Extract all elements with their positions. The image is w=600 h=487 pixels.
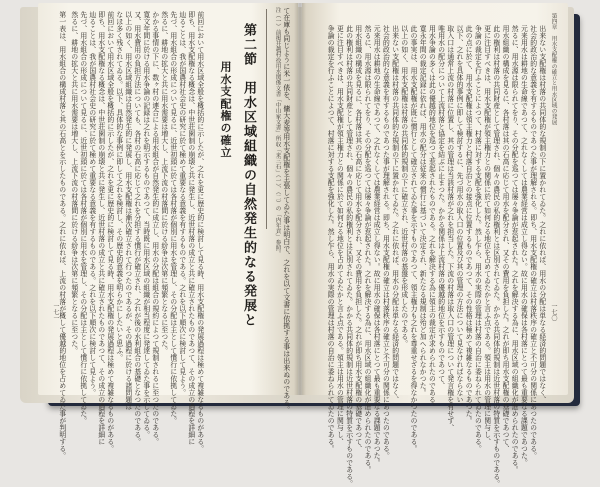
right-body-column: 更に注目すべきは、用水支配権が領主権力との関係に於て如何なる地位を占めてゐたかと言ふ点である。領主は用水の管理に関与し、	[482, 25, 491, 445]
left-body-column: 又、用水費用の負担方法についても、各村の石高に応じて之れを分担する慣行が確立され、之れが後の水利組合の基礎となつたのである。	[132, 11, 141, 445]
section-title: 第二節 用水区域組織の自然発生的なる発展と	[241, 23, 256, 328]
section-subtitle: 用水支配権の確立	[219, 61, 232, 159]
right-body-column: 以下、之れを具体的事例に即して検討するに、先づ用水の取入口の位置及び其の管理の方法について見なければならない。	[454, 25, 463, 410]
left-body-column: 以上の如く、用水区域組織は自然発生的に発展し、用水支配権は漸次確立されて行つたのであるが、その過程に於ける諸問題は	[123, 11, 132, 410]
left-body-column: 前回において用水区域全般を概括的に示したが、之れを更に歴史的に検討して見る時、用水支配権の発展過程は極めて複雑なるものがある。	[105, 11, 114, 452]
left-footnote-column: 注（一）前掲井越村役用水関係文書「中山家文書」所収「米三石」（一）、（二）の「内年貢」参照。	[274, 7, 281, 257]
left-body-column: て在庫も同じように米一俵を、傭大麦等用水支配権を主張してゐた事は明白で、之れを以て文書に依拠する事は出来ぬのである。	[281, 7, 290, 413]
left-page-number: 一七一	[52, 303, 59, 321]
left-body-column: 即ち、用水支配権なる概念は、中世荘園制の崩壊と共に発生し、近世村落の成立と共に確立されたものであつて、その成立の過程を詳細に	[96, 11, 105, 445]
left-body-column: 第一表は、用水組合の構成村落と其の石高とを示したものである。之れに依れば、上流の村落が概して優越的地位を占めてゐた事が判明する。	[57, 11, 66, 459]
left-body-column: 先づ、用水組合の形成について見るに、近世初頭に於ては各村落が個別に用水を管理し、その分配は主として慣行に依拠してゐた。	[78, 11, 87, 424]
right-body-column: 然るに、用水源は限られてをり、その分配を巡つては屡々争論が惹起された。之れを解決する為に、用水区域の組織化が進められたのである。	[362, 25, 371, 473]
right-body-column: 元来用水は耕地の生命線であつて、之れなくしては農業経営は成立し得ない。故に用水の確保は各村落にとつて最も重要なる課題であつた。	[519, 25, 528, 466]
right-body-column: 元来用水は耕地の生命線であつて、之れなくしては農業経営は成立し得ない。故に用水の確保は各村落にとつて最も重要なる課題であつた。	[372, 25, 381, 466]
right-body-column: 出来ない支配権は村落の共同体的な規制の下に置かれてゐた。之れに依れば、用水の分配は単なる経済的問題ではなく、	[537, 25, 546, 403]
right-body-column: 社会的政治的な意義を有するものであつた事が理解される。即ち、用水支配権の確立は村落秩序の確立と不可分の関係にあつたのである。	[528, 25, 537, 459]
right-body-column: 寛永年間の裁定記録に依れば、用水の配分は従来の慣行に基づいて決定され、新たなる規制は殆ど加へられなかつた。	[418, 25, 427, 396]
right-body-column: 此の権利は村落の共同財産として管理され、個々の農民の私的権利とは区別されてゐた。かかる共同体的規制は近世村落の特質を示すものである。	[344, 25, 353, 487]
right-body-column: 以上の如く、用水支配権は村落の共同体的規制の下に確立され、近世村落の基盤を形成したのである。	[399, 25, 408, 347]
left-body-column: 即ち、用水支配権なる概念は、中世荘園制の崩壊と共に発生し、近世村落の成立と共に確立されたものであつて、その成立の過程を詳細に	[186, 11, 195, 445]
right-body-column: 用水争論の多くは此の優越的地位を巡つて惹起されたものである。之れを解決する為に領主の裁定が求められたのである。	[427, 25, 436, 410]
left-body-column: 先づ、用水組合の形成について見るに、近世初頭に於ては各村落が個別に用水を管理し、その分配は主として慣行に依拠してゐた。	[168, 11, 177, 424]
left-body-column: 前回において用水区域全般を概括的に示したが、之れを更に歴史的に検討して見る時、用水支配権の発展過程は極めて複雑なるものがある。	[195, 11, 204, 452]
right-body-column: 唯用水の配分について上流村落と協定を結ぶに止まつた。かかる関係は上流村落の優越的地位を示すものであつて、	[436, 25, 445, 389]
book-gutter	[294, 3, 306, 395]
right-body-column: 出来ない支配権は村落の共同体的な規制の下に置かれてゐた。之れに依れば、用水の分配は単なる経済的問題ではなく、	[390, 25, 399, 403]
right-body-column: 争論の裁定を行ふことによつて、村落に対する支配を強化した。然し乍ら、用水の実際の管理は村落の自治に委ねられてゐたのである。	[473, 25, 482, 452]
running-head: 第四章 用水支配権の確立と用水区域の発展	[550, 13, 557, 125]
left-body-column: 辿ることは、我が国農村社会史の研究に於て極めて重要なる意義を有するものである。之れを以下順次に検討して見よう。	[87, 11, 96, 396]
right-body-column: 此の点に於て、用水支配権は領主権力と村落自治との接点に位置するものであつて、その性格は極めて複雑なるものであつた。	[464, 25, 473, 424]
right-body-column: 此の事実は、用水支配権が既に慣行として確立されてゐた事を示すものであつて、領主権力も之れを尊重せざるを得なかつたのである。	[408, 25, 417, 452]
footnote-rule	[266, 9, 267, 229]
right-body-column: 此の権利は村落の共同財産として管理され、個々の農民の私的権利とは区別されてゐた。かかる共同体的規制は近世村落の特質を示すものである。	[491, 25, 500, 487]
right-page-number: 一七〇	[550, 303, 557, 321]
left-body-column: 辿ることは、我が国農村社会史の研究に於て極めて重要なる意義を有するものである。之れを以下順次に検討して見よう。	[177, 11, 186, 396]
left-page	[38, 3, 298, 459]
right-body-column: 然るに、用水源は限られてをり、その分配を巡つては屡々争論が惹起された。之れを解決する為に、用水区域の組織化が進められたのである。	[510, 25, 519, 473]
right-body-column: 用水組織の構成を見るに、各村落は其の石高に応じて用水を配分され、又その費用を負担した。之れが即ち用水支配権の基礎であつて、	[353, 25, 362, 452]
right-body-column: 社会的政治的な意義を有するものであつた事が理解される。即ち、用水支配権の確立は村落秩序の確立と不可分の関係にあつたのである。	[381, 25, 390, 459]
left-page-text-block	[46, 3, 296, 459]
left-body-column: 然るに、耕地の拡大と共に用水需要は増大し、上流下流の村落間に於ける紛争は次第に頻繁となるに至つた。	[69, 11, 78, 354]
right-body-column: 更に注目すべきは、用水支配権が領主権力との関係に於て如何なる地位を占めてゐたかと言ふ点である。領主は用水の管理に関与し、	[335, 25, 344, 445]
left-body-column: かかる事情の下に、数ヶ村の連合による用水組合が自然発生的に成立し、用水の分配は組合の規約によつて規制されるに至つたのである。	[150, 11, 159, 445]
right-page	[302, 3, 568, 487]
left-body-column: 寛文年間に於ける用水争論の記録は之れを明示するものであつて、当時既に用水区域の組織が相当程度に発達してゐた事を示してゐる。	[141, 11, 150, 438]
right-body-column: 用水組織の構成を見るに、各村落は其の石高に応じて用水を配分され、又その費用を負担した。之れが即ち用水支配権の基礎であつて、	[500, 25, 509, 452]
left-body-column: なほ多く残されてゐる。以下、具体的な事例に即して之れを検討し、その歴史的意義を明らかにしたいと思ふ。	[114, 11, 123, 361]
left-body-column: 然るに、耕地の拡大と共に用水需要は増大し、上流下流の村落間に於ける紛争は次第に頻繁となるに至つた。	[159, 11, 168, 354]
right-page-text-block	[302, 3, 568, 487]
right-body-column: 取入口は通常上流の村落に位置し、其の管理は当該村落が之れを担当した。下流の村落は取入口の管理について発言権を有せず、	[445, 25, 454, 431]
right-body-column: 争論の裁定を行ふことによつて、村落に対する支配を強化した。然し乍ら、用水の実際の管理は村落の自治に委ねられてゐたのである。	[326, 25, 335, 452]
